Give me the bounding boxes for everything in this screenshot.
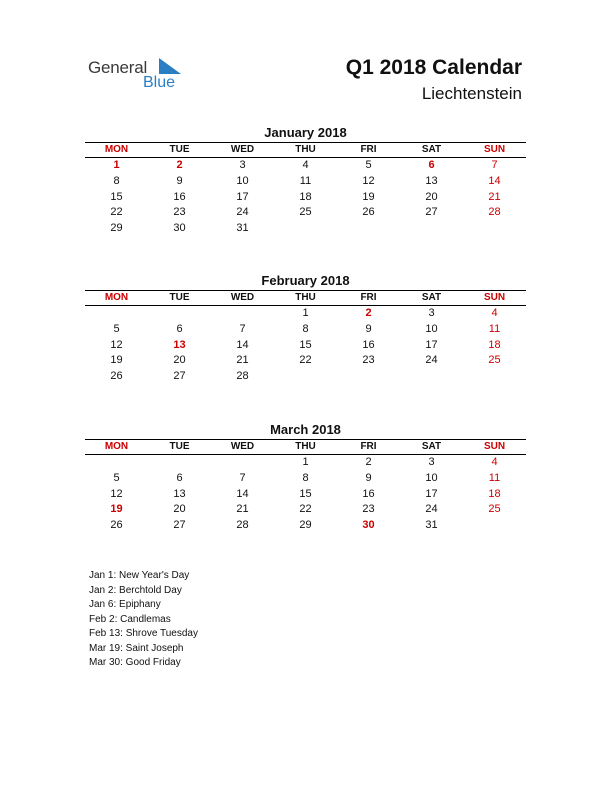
- day-cell: 2: [365, 456, 372, 468]
- week-row: [85, 353, 526, 369]
- day-cell: 2: [176, 159, 183, 171]
- day-cell: 13: [173, 338, 186, 351]
- day-cell: 28: [236, 519, 249, 532]
- day-cell: 18: [488, 338, 501, 351]
- day-cell: 3: [239, 159, 246, 171]
- weekday-label: THU: [295, 144, 316, 155]
- week-row: [85, 455, 526, 471]
- day-cell: 19: [110, 354, 123, 367]
- day-cell: 8: [113, 174, 120, 187]
- day-cell: 5: [113, 471, 120, 484]
- day-cell: 9: [365, 471, 372, 484]
- month-calendar: [85, 421, 526, 534]
- week-row: [85, 322, 526, 338]
- weekday-label: TUE: [169, 292, 190, 303]
- day-cell: 16: [173, 190, 186, 203]
- day-cell: 19: [110, 503, 123, 516]
- day-cell: 20: [173, 503, 186, 516]
- day-cell: 7: [491, 159, 498, 171]
- week-row: [85, 158, 526, 174]
- week-row: [85, 205, 526, 221]
- weekday-label: FRI: [360, 441, 377, 452]
- day-cell: 21: [236, 503, 249, 516]
- week-row: [85, 471, 526, 487]
- weekday-label: MON: [104, 144, 129, 155]
- weekday-label: SAT: [421, 144, 442, 155]
- holiday-item: Feb 2: Candlemas: [89, 613, 171, 625]
- page-subtitle: Liechtenstein: [421, 84, 522, 103]
- day-cell: 8: [302, 471, 309, 484]
- day-cell: 25: [488, 503, 501, 516]
- day-cell: 14: [488, 174, 501, 187]
- weekday-header: [85, 439, 526, 455]
- day-cell: 27: [425, 206, 438, 219]
- day-cell: 6: [176, 322, 183, 335]
- day-cell: 30: [362, 519, 375, 532]
- day-cell: [85, 455, 148, 471]
- day-cell: 1: [302, 307, 309, 319]
- day-cell: 9: [365, 322, 372, 335]
- logo-triangle-icon: [159, 58, 181, 74]
- day-cell: 1: [113, 159, 120, 171]
- weekday-label: SAT: [421, 292, 442, 303]
- holiday-item: Jan 1: New Year's Day: [89, 570, 190, 581]
- day-cell: 15: [299, 338, 312, 351]
- day-cell: 23: [362, 503, 375, 516]
- day-cell: 13: [425, 174, 438, 187]
- day-cell: [211, 455, 274, 471]
- week-row: [85, 518, 526, 534]
- generalblue-logo: [88, 56, 198, 96]
- week-row: [85, 174, 526, 190]
- day-cell: 4: [302, 159, 309, 171]
- day-cell: 13: [173, 487, 186, 500]
- day-cell: 12: [110, 338, 123, 351]
- day-cell: 10: [425, 322, 438, 335]
- day-cell: 24: [425, 354, 438, 367]
- day-cell: 28: [488, 206, 501, 219]
- day-cell: 23: [362, 354, 375, 367]
- day-cell: 17: [425, 338, 438, 351]
- day-cell: [463, 369, 526, 385]
- week-row: [85, 338, 526, 354]
- weekday-label: WED: [230, 441, 255, 452]
- day-cell: 24: [425, 503, 438, 516]
- holiday-item: Jan 2: Berchtold Day: [89, 584, 182, 596]
- day-cell: [148, 306, 211, 322]
- logo-text-general: General: [88, 58, 148, 77]
- day-cell: 2: [365, 307, 372, 319]
- day-cell: 5: [365, 159, 372, 171]
- day-cell: [274, 221, 337, 237]
- week-row: [85, 502, 526, 518]
- day-cell: 20: [173, 354, 186, 367]
- day-cell: 27: [173, 370, 186, 383]
- day-cell: 11: [488, 322, 501, 335]
- week-row: [85, 487, 526, 503]
- day-cell: 10: [236, 174, 249, 187]
- day-cell: 23: [173, 206, 186, 219]
- day-cell: 22: [299, 354, 312, 367]
- day-cell: 26: [110, 519, 123, 532]
- day-cell: 17: [236, 190, 249, 203]
- day-cell: [400, 221, 463, 237]
- day-cell: [337, 221, 400, 237]
- page-title: Q1 2018 Calendar: [345, 56, 522, 79]
- weekday-label: SUN: [483, 441, 506, 452]
- day-cell: 26: [110, 370, 123, 383]
- day-cell: 30: [173, 222, 186, 235]
- day-cell: 3: [428, 456, 435, 468]
- holiday-list: [89, 569, 198, 671]
- day-cell: [463, 221, 526, 237]
- weekday-label: MON: [104, 292, 129, 303]
- day-cell: 6: [428, 159, 435, 171]
- week-row: [85, 221, 526, 237]
- weekday-header: [85, 142, 526, 158]
- day-cell: 11: [488, 471, 501, 484]
- weekday-label: TUE: [169, 144, 190, 155]
- day-cell: 28: [236, 370, 249, 383]
- weekday-label: SAT: [421, 441, 442, 452]
- day-cell: [211, 306, 274, 322]
- weekday-label: SUN: [483, 292, 506, 303]
- day-cell: 14: [236, 487, 249, 500]
- day-cell: [400, 369, 463, 385]
- month-calendar: [85, 124, 526, 237]
- day-cell: 5: [113, 322, 120, 335]
- day-cell: 22: [299, 503, 312, 516]
- day-cell: 21: [488, 190, 501, 203]
- weekday-label: FRI: [360, 144, 377, 155]
- day-cell: 17: [425, 487, 438, 500]
- day-cell: 21: [236, 354, 249, 367]
- day-cell: 16: [362, 338, 375, 351]
- week-row: [85, 190, 526, 206]
- day-cell: 15: [110, 190, 123, 203]
- weekday-label: THU: [295, 292, 316, 303]
- day-cell: 4: [491, 456, 498, 468]
- day-cell: 22: [110, 206, 123, 219]
- day-cell: 9: [176, 174, 183, 187]
- day-cell: 8: [302, 322, 309, 335]
- day-cell: 3: [428, 307, 435, 319]
- holiday-item: Feb 13: Shrove Tuesday: [89, 628, 198, 639]
- day-cell: 16: [362, 487, 375, 500]
- day-cell: 25: [299, 206, 312, 219]
- day-cell: 7: [239, 471, 246, 484]
- day-cell: 12: [362, 174, 375, 187]
- day-cell: 15: [299, 487, 312, 500]
- day-cell: [85, 306, 148, 322]
- holiday-item: Mar 19: Saint Joseph: [89, 642, 184, 654]
- day-cell: 29: [299, 519, 312, 532]
- day-cell: 7: [239, 322, 246, 335]
- day-cell: 25: [488, 354, 501, 367]
- month-calendar: [85, 272, 526, 385]
- day-cell: 10: [425, 471, 438, 484]
- weekday-header: [85, 290, 526, 306]
- weekday-label: THU: [295, 441, 316, 452]
- month-title: March 2018: [270, 422, 341, 437]
- day-cell: 12: [110, 487, 123, 500]
- logo-text-blue: Blue: [143, 74, 176, 91]
- day-cell: 31: [425, 519, 438, 532]
- holiday-item: Mar 30: Good Friday: [89, 657, 181, 668]
- day-cell: 29: [110, 222, 123, 235]
- week-row: [85, 306, 526, 322]
- day-cell: 14: [236, 338, 249, 351]
- day-cell: [337, 369, 400, 385]
- day-cell: 18: [488, 487, 501, 500]
- day-cell: 24: [236, 206, 249, 219]
- day-cell: 18: [299, 190, 312, 203]
- day-cell: 19: [362, 190, 375, 203]
- weekday-label: MON: [104, 441, 129, 452]
- month-title: February 2018: [261, 273, 350, 288]
- weekday-label: WED: [230, 292, 255, 303]
- day-cell: 31: [236, 222, 249, 235]
- day-cell: 6: [176, 471, 183, 484]
- week-row: [85, 369, 526, 385]
- day-cell: 20: [425, 190, 438, 203]
- weekday-label: TUE: [169, 441, 190, 452]
- weekday-label: FRI: [360, 292, 377, 303]
- day-cell: 27: [173, 519, 186, 532]
- weekday-label: WED: [230, 144, 255, 155]
- day-cell: 26: [362, 206, 375, 219]
- month-title: January 2018: [264, 125, 347, 140]
- day-cell: [274, 369, 337, 385]
- day-cell: 1: [302, 456, 309, 468]
- day-cell: 11: [299, 174, 312, 187]
- day-cell: [463, 518, 526, 534]
- day-cell: [148, 455, 211, 471]
- day-cell: 4: [491, 307, 498, 319]
- weekday-label: SUN: [483, 144, 506, 155]
- holiday-item: Jan 6: Epiphany: [89, 599, 161, 610]
